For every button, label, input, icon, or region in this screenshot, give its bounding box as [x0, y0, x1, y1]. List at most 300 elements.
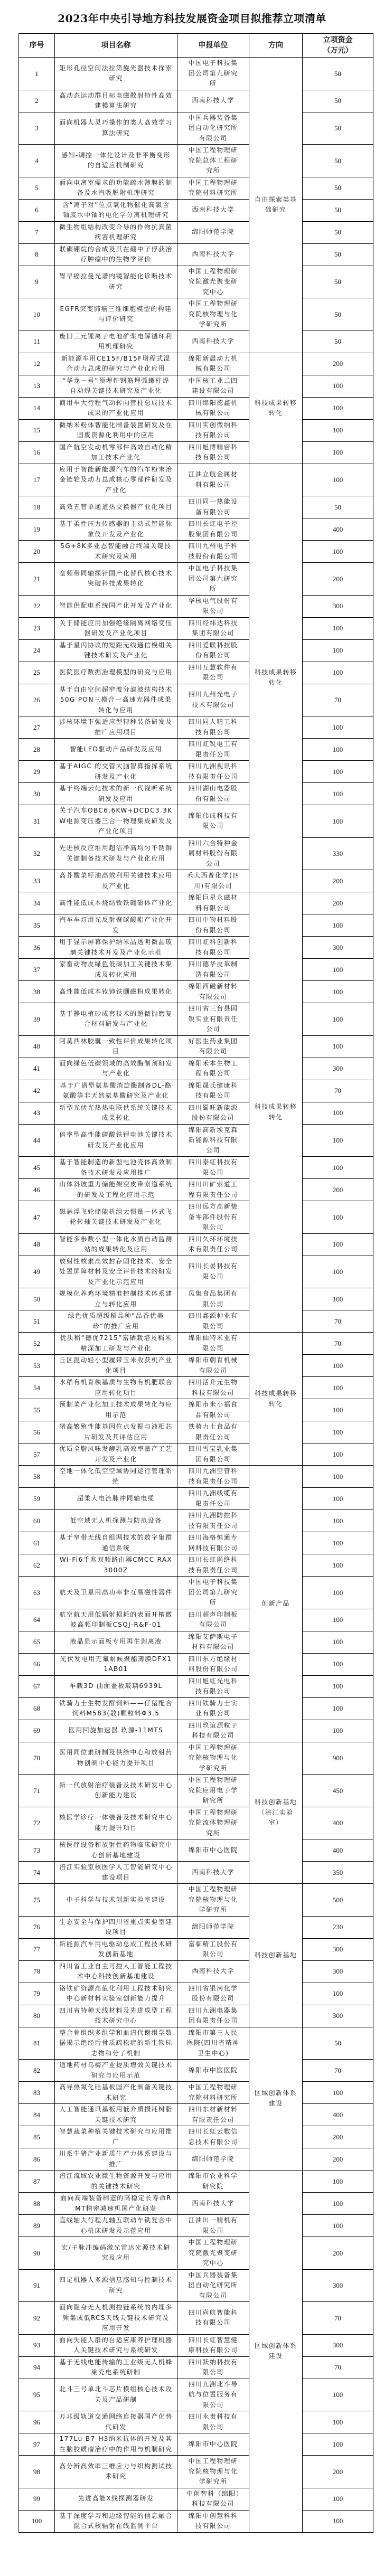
project-name: 空地一体化低空空域协同运行管理系统	[55, 1466, 177, 1488]
table-row	[19, 1983, 373, 2005]
project-name: 智慧蔬菜种植关键技术研究与应用推广	[55, 2126, 177, 2148]
funding-amount: 50	[303, 221, 373, 243]
project-name: 万兆级轨道交通网络连接器国产化替代研发	[55, 2411, 177, 2433]
project-name: 优质全脂风味发酵乳高效率量产工艺开发及产业化	[55, 1443, 177, 1466]
project-name: 绿色优质超级稻品种“品香优美珍”的推广应用	[55, 1310, 177, 1333]
applicant-unit: 绵阳市米小福食品有限公司	[177, 1399, 249, 1421]
project-name: 智能LED驱动产品研发及应用	[55, 739, 177, 761]
row-seq: 31	[19, 805, 55, 838]
table-row	[19, 1355, 373, 1377]
row-seq: 26	[19, 684, 55, 716]
row-seq: 5	[19, 177, 55, 199]
funding-amount: 100	[303, 441, 373, 464]
funding-amount: 100	[303, 1201, 373, 1234]
project-name: 核医学诊疗一体装备及技术研究中心能力提升项目	[55, 1807, 177, 1839]
applicant-unit: 中国工程物理研究院材料研究所	[177, 2082, 249, 2104]
row-seq: 68	[19, 1697, 55, 1720]
table-row	[19, 1003, 373, 1036]
project-name: 智能多参数小型一体化水质自动监测站的成果转化及应用	[55, 1233, 177, 1256]
applicant-unit: 四川九洲防控科技有限责任公司	[177, 1510, 249, 1532]
funding-amount: 100	[303, 1377, 373, 1399]
project-name: 航空航天用低辐射损耗的表面开槽微波高频印制板CSQJ-R&F-01	[55, 1609, 177, 1631]
project-name: 关于储能应用加强绝缘隔离网络变压器研发及产业化项目	[55, 617, 177, 639]
row-seq: 47	[19, 1201, 55, 1234]
project-name: 高芥酸菜籽油高效利用关键技术应用及产业化	[55, 870, 177, 892]
row-seq: 42	[19, 1080, 55, 1102]
applicant-unit: 四川省三台县固锐实业有限责任公司	[177, 1003, 249, 1036]
table-row	[19, 2104, 373, 2126]
applicant-unit: 中国工程物理研究院核物理与化学研究所	[177, 298, 249, 331]
funding-amount: 100	[303, 1124, 373, 1157]
table-row	[19, 1233, 373, 1256]
table-row	[19, 518, 373, 541]
project-name: 矩形孔径空间法拉第旋光器技术探索研究	[55, 58, 177, 90]
funding-amount: 100	[303, 1488, 373, 1510]
table-row	[19, 2510, 373, 2532]
row-seq: 73	[19, 1839, 55, 1862]
funding-amount: 50	[303, 266, 373, 298]
funding-amount: 100	[303, 1577, 373, 1609]
applicant-unit: 中国工程物理研究院流体物理研究所	[177, 1807, 249, 1839]
project-name: 核医疗设备和放射性药物临床研究中心创新基地建设	[55, 1839, 177, 1862]
row-seq: 35	[19, 914, 55, 937]
row-seq: 77	[19, 1938, 55, 1960]
project-name: 宽频带同轴探针国产化替代核心技术突破科技成果转化	[55, 563, 177, 596]
project-name: 高动态运动群目标电磁散射特性高效建模算法研究	[55, 90, 177, 112]
row-seq: 81	[19, 2027, 55, 2060]
funding-amount: 100	[303, 639, 373, 662]
project-name: 山体斜坡重力储能架空皮带索道系统的研发及工程化应用示范	[55, 1179, 177, 1201]
project-name: 北斗三号单北斗芯片模组核心技术攻关及产品研制	[55, 2379, 177, 2411]
row-seq: 52	[19, 1333, 55, 1355]
header-unit: 申报单位	[177, 34, 249, 58]
applicant-unit: 绵阳晟氏健康科技有限公司	[177, 1080, 249, 1102]
applicant-unit: 中国工程物理研究院材料研究所	[177, 177, 249, 199]
table-row	[19, 1742, 373, 1775]
row-seq: 20	[19, 541, 55, 563]
project-name: 新一代放射治疗装备及技术研发中心创新能力建设	[55, 1775, 177, 1807]
applicant-unit: 四川九洲空管科技有限责任公司	[177, 1466, 249, 1488]
applicant-unit: 四川长晏科技有限公司	[177, 1256, 249, 1288]
funding-amount: 200	[303, 563, 373, 596]
row-seq: 16	[19, 441, 55, 464]
applicant-unit: 绵阳西磁新材料有限公司	[177, 981, 249, 1003]
row-seq: 76	[19, 1916, 55, 1938]
funding-amount: 70	[303, 1310, 373, 1333]
funding-amount: 100	[303, 375, 373, 397]
applicant-unit: 四川鑫源种业有限公司	[177, 1310, 249, 1333]
project-name: 面向高端装备制造的高稳定长寿命RMT精密减速机国产化研发	[55, 2193, 177, 2215]
funding-amount: 100	[303, 1256, 373, 1288]
project-name: 航天及卫星用高功率非互易磁性器件	[55, 1577, 177, 1609]
table-row	[19, 1058, 373, 1080]
table-row	[19, 2215, 373, 2237]
row-seq: 15	[19, 419, 55, 441]
table-row	[19, 441, 373, 464]
funding-amount: 100	[303, 959, 373, 981]
direction-cell: 创新产品	[249, 1466, 303, 1742]
table-row	[19, 2005, 373, 2027]
project-name: 川系生猪产业新质生产力体系建设与推广	[55, 2148, 177, 2171]
table-row	[19, 1201, 373, 1234]
funding-amount: 70	[303, 2302, 373, 2335]
applicant-unit: 四川玖谊源粒子科技有限公司	[177, 1720, 249, 1742]
row-seq: 34	[19, 892, 55, 914]
applicant-unit: 四川绵阳德鑫机械有限公司	[177, 397, 249, 419]
table-row	[19, 464, 373, 496]
direction-cell: 自由探索类基础研究	[249, 58, 303, 353]
table-row	[19, 892, 373, 914]
row-seq: 84	[19, 2104, 55, 2126]
applicant-unit: 四川川矿索道工程有限责任公司	[177, 1179, 249, 1201]
row-seq: 39	[19, 1003, 55, 1036]
header-seq: 序号	[19, 34, 55, 58]
project-name: 汽车车灯用光反射聚碳酸酯产业化开发	[55, 914, 177, 937]
table-row	[19, 266, 373, 298]
row-seq: 40	[19, 1035, 55, 1058]
project-name: 家畜动物皮绿色低碳加工关键技术集成及转化应用	[55, 959, 177, 981]
funding-amount: 70	[303, 1333, 373, 1355]
project-name: 基于窄带无线自组网技术的数字集群通信系统	[55, 1532, 177, 1554]
applicant-unit: 绵阳艾萨斯电子材料有限公司	[177, 1631, 249, 1653]
table-row	[19, 563, 373, 596]
funding-amount: 100	[303, 1697, 373, 1720]
funding-amount: 300	[303, 2005, 373, 2027]
table-row	[19, 805, 373, 838]
header-fund-line1: 立项资金	[323, 36, 353, 44]
applicant-unit: 四川经纬达科技集团有限公司	[177, 617, 249, 639]
project-name: 用于显示屏幕保护纳米晶透明微晶玻璃关键技术开发及产业化示范	[55, 937, 177, 959]
applicant-unit: 中创智科（绵阳）科技有限公司	[177, 2488, 249, 2510]
table-row	[19, 2334, 373, 2356]
applicant-unit: 四川长虹网络科技有限责任公司	[177, 1554, 249, 1577]
applicant-unit: 四川活升元生物科技有限公司	[177, 1377, 249, 1399]
table-row	[19, 1377, 373, 1399]
row-seq: 57	[19, 1443, 55, 1466]
applicant-unit: 四川省银河化学股份有限公司	[177, 1983, 249, 2005]
funding-amount: 100	[303, 617, 373, 639]
applicant-unit: 四川九洲视讯科技有限责任公司	[177, 761, 249, 783]
project-name: 新能源车用CE15F/B15F增程式混合动力总成的研究与产业化应用	[55, 353, 177, 375]
applicant-unit: 四川超声印制板有限公司	[177, 1609, 249, 1631]
applicant-unit: 铁骑力士食品有限责任公司	[177, 1421, 249, 1443]
funding-amount: 200	[303, 892, 373, 914]
project-name: 高性能低成本烧结钕铁硼磁体产业化	[55, 892, 177, 914]
table-row	[19, 1256, 373, 1288]
table-row	[19, 1532, 373, 1554]
applicant-unit: 四川同人精工科技有限公司	[177, 716, 249, 739]
row-seq: 93	[19, 2334, 55, 2356]
project-name: 四川省工业自主可控人工智能工程技术中心科技创新基地建设	[55, 1960, 177, 1983]
funding-amount: 100	[303, 783, 373, 805]
applicant-unit: 华核电气股份有限公司	[177, 595, 249, 617]
funding-amount: 300	[303, 1960, 373, 1983]
funding-amount: 100	[303, 1609, 373, 1631]
applicant-unit: 四川虹科创新科技有限公司	[177, 937, 249, 959]
funding-amount: 100	[303, 1720, 373, 1742]
table-row	[19, 981, 373, 1003]
row-seq: 12	[19, 353, 55, 375]
row-seq: 74	[19, 1862, 55, 1884]
row-seq: 96	[19, 2411, 55, 2433]
project-name: “华龙一号”预埋件钢筋埋弧螺柱焊自动焊关键技术研究及产业化	[55, 375, 177, 397]
row-seq: 38	[19, 981, 55, 1003]
applicant-unit: 西南科技大学	[177, 1862, 249, 1884]
table-row	[19, 1157, 373, 1179]
funding-amount: 100	[303, 761, 373, 783]
table-header-row	[19, 34, 373, 58]
table-row	[19, 2379, 373, 2411]
row-seq: 61	[19, 1532, 55, 1554]
applicant-unit: 四川六合特种金属材料股份有限公司	[177, 837, 249, 870]
applicant-unit: 中国核工业二四建设有限公司	[177, 375, 249, 397]
table-row	[19, 221, 373, 243]
direction-cell: 科技成果转移转化	[249, 464, 303, 892]
project-name: 商用车大行程气动转向管柱总成技术成果的产业化应用	[55, 397, 177, 419]
funding-amount: 450	[303, 1775, 373, 1807]
applicant-unit: 中国工程物理研究院激光聚变研究中心	[177, 266, 249, 298]
row-seq: 30	[19, 783, 55, 805]
project-name: 整合骨组织多组学和血清代谢组学数据揭示绝经后骨质疏松症的新生物标志物和分子机制	[55, 2027, 177, 2060]
table-row	[19, 1807, 373, 1839]
funding-amount: 50	[303, 243, 373, 266]
applicant-unit: 中国电子科技集团公司第九研究所	[177, 563, 249, 596]
row-seq: 60	[19, 1510, 55, 1532]
row-seq: 62	[19, 1554, 55, 1577]
project-name: 关于汽车OBC6.6KW+DCDC3.3KW电源变压器三合一物理集成研发及产业化项目	[55, 805, 177, 838]
table-row	[19, 1862, 373, 1884]
project-name: 猪高繁殖性能基因位点发掘与液相芯片研发及其评估应用	[55, 1421, 177, 1443]
table-row	[19, 2027, 373, 2060]
row-seq: 85	[19, 2126, 55, 2148]
table-row	[19, 1631, 373, 1653]
applicant-unit: 四川东方绝缘材料股份有限公司	[177, 1653, 249, 1675]
row-seq: 88	[19, 2193, 55, 2215]
project-name: 感知-调控一体化设计及非平衡变形的自适应机制研究	[55, 145, 177, 177]
project-name: 铁骑力士生物发酵饲料——仔猪配合饲料M583(散)颗粒料Φ3.5	[55, 1697, 177, 1720]
direction-cell: 科技成果转移转化	[249, 892, 303, 1333]
project-name: 177Lu-B7-H3纳米抗体的开发及其在脑胶质瘤治疗中的作用与机制研究	[55, 2433, 177, 2456]
applicant-unit: 绵阳新晨动力机械有限公司	[177, 353, 249, 375]
funding-amount: 900	[303, 1742, 373, 1775]
funding-amount: 100	[303, 2379, 373, 2411]
project-name: 基于深度学习和边缘智能的信息融合混合式核辐射在线监测平台	[55, 2510, 177, 2532]
funding-amount: 200	[303, 2237, 373, 2270]
table-row	[19, 783, 373, 805]
row-seq: 29	[19, 761, 55, 783]
row-seq: 24	[19, 639, 55, 662]
table-row	[19, 145, 373, 177]
funding-amount: 300	[303, 595, 373, 617]
funding-amount: 200	[303, 1179, 373, 1201]
row-seq: 90	[19, 2237, 55, 2270]
row-seq: 27	[19, 716, 55, 739]
project-name: 微生物组结构改变介导的作物抗真菌病害机理研究	[55, 221, 177, 243]
funding-amount: 100	[303, 1532, 373, 1554]
funding-amount: 50	[303, 177, 373, 199]
project-table	[18, 33, 373, 2533]
funding-amount: 100	[303, 1399, 373, 1421]
row-seq: 92	[19, 2302, 55, 2335]
funding-amount: 200	[303, 870, 373, 892]
row-seq: 43	[19, 1102, 55, 1124]
applicant-unit: 四川湖山电器股份有限公司	[177, 783, 249, 805]
project-name: 放射性核素高效封存固化技术、安全处置屏障材料及安全评价技术的研发及产业化示范应用	[55, 1256, 177, 1288]
applicant-unit: 禾大西普化学(四川)有限公司	[177, 870, 249, 892]
funding-amount: 50	[303, 331, 373, 353]
table-body	[19, 58, 373, 2533]
funding-amount: 100	[303, 2411, 373, 2433]
project-name: 丘区混动轻小型履带玉米收获机产业化项目	[55, 1355, 177, 1377]
applicant-unit: 四川永贵科技有限公司	[177, 2411, 249, 2433]
row-seq: 2	[19, 90, 55, 112]
funding-amount: 100	[303, 1288, 373, 1310]
project-name: 5G+8K多业态智能融合终端关键技术研究及应用	[55, 541, 177, 563]
funding-amount: 70	[303, 684, 373, 716]
funding-amount: 100	[303, 1233, 373, 1256]
table-row	[19, 1466, 373, 1488]
project-name: 基于AIGC 的交管大脑智算指挥系统研发及产业化	[55, 761, 177, 783]
project-name: 基于智能制造的新型电池壳体高效制备技术研发及应用推广	[55, 1157, 177, 1179]
row-seq: 9	[19, 266, 55, 298]
project-name: 优质稻“德优7215”富硒栽培及稻米精深加工研发与产业化	[55, 1333, 177, 1355]
applicant-unit: 四川长虹电子控股集团有限公司	[177, 518, 249, 541]
applicant-unit: 好医生药业集团有限公司	[177, 1035, 249, 1058]
table-row	[19, 595, 373, 617]
funding-amount: 100	[303, 662, 373, 684]
project-name: 水稻有机育秧基质与生物有机肥联合应用转化项目	[55, 1377, 177, 1399]
applicant-unit: 中国工程物理研究院总体工程研究所	[177, 145, 249, 177]
row-seq: 33	[19, 870, 55, 892]
applicant-unit: 四川跃纳科技有限公司	[177, 2356, 249, 2379]
row-seq: 22	[19, 595, 55, 617]
funding-amount: 50	[303, 58, 373, 90]
applicant-unit: 绵阳师范学院	[177, 221, 249, 243]
funding-amount: 100	[303, 1983, 373, 2005]
project-name: 面向失能人群的自适应康养护理机器人关键技术研究与系统研发	[55, 2334, 177, 2356]
applicant-unit: 四川中物材料股份有限公司	[177, 914, 249, 937]
table-row	[19, 1102, 373, 1124]
applicant-unit: 中国工程物理研究院激光聚变研究中心	[177, 2237, 249, 2270]
table-row	[19, 1839, 373, 1862]
applicant-unit: 西南科技大学	[177, 90, 249, 112]
table-row	[19, 1577, 373, 1609]
row-seq: 23	[19, 617, 55, 639]
table-row	[19, 1938, 373, 1960]
funding-amount: 230	[303, 1916, 373, 1938]
funding-amount: 100	[303, 1102, 373, 1124]
project-name: 倍率型高性能磷酸铁锂电池关键技术研发及产业化应用	[55, 1124, 177, 1157]
table-row	[19, 1310, 373, 1333]
applicant-unit: 西南科技大学	[177, 2193, 249, 2215]
applicant-unit: 四川互慧软件有限公司	[177, 662, 249, 684]
funding-amount: 200	[303, 2126, 373, 2148]
row-seq: 10	[19, 298, 55, 331]
project-name: 涪江实验室核医学人工智能研究中心建设项目	[55, 1862, 177, 1884]
project-name: 涉核环境下强适应型特种装备研发及推广应用项目	[55, 716, 177, 739]
funding-amount: 330	[303, 837, 373, 870]
project-name: 车载3D 曲面盖板玻璃6939L	[55, 1675, 177, 1697]
table-row	[19, 1960, 373, 1983]
table-row	[19, 496, 373, 518]
funding-amount: 100	[303, 1675, 373, 1697]
table-row	[19, 2237, 373, 2270]
table-row	[19, 684, 373, 716]
row-seq: 1	[19, 58, 55, 90]
row-seq: 59	[19, 1488, 55, 1510]
table-row	[19, 1609, 373, 1631]
funding-amount: 200	[303, 2148, 373, 2171]
table-row	[19, 1675, 373, 1697]
table-row	[19, 2171, 373, 2193]
table-row	[19, 1488, 373, 1510]
direction-cell: 科技创新基地	[249, 1884, 303, 2027]
row-seq: 67	[19, 1675, 55, 1697]
table-row	[19, 639, 373, 662]
funding-amount: 50	[303, 145, 373, 177]
project-name: 新型光伏光热热电联供系统关键技术成果转化	[55, 1102, 177, 1124]
applicant-unit: 四川远方高新装备零部件股份有限公司	[177, 1201, 249, 1234]
row-seq: 87	[19, 2171, 55, 2193]
project-name: 基于无线电能传输的工业级无人机蜂巢充电系统研制	[55, 2356, 177, 2379]
table-row	[19, 2302, 373, 2335]
funding-amount: 100	[303, 2510, 373, 2532]
funding-amount: 300	[303, 937, 373, 959]
applicant-unit: 绵阳市农业科学研究院	[177, 2171, 249, 2193]
page-title: 2023年中央引导地方科技发展资金项目拟推荐立项清单	[58, 12, 326, 25]
table-row	[19, 199, 373, 221]
applicant-unit: 四川长虹云数信息技术有限公司	[177, 2126, 249, 2148]
applicant-unit: 富临精工股份有限公司	[177, 1938, 249, 1960]
row-seq: 44	[19, 1124, 55, 1157]
row-seq: 95	[19, 2379, 55, 2411]
applicant-unit: 西南科技大学	[177, 243, 249, 266]
header-fund-line2: （万元）	[323, 46, 353, 55]
table-row	[19, 375, 373, 397]
table-row	[19, 2411, 373, 2433]
direction-cell: 科技成果转移转化	[249, 353, 303, 464]
applicant-unit: 绵阳禾本生物工程有限公司	[177, 1058, 249, 1080]
row-seq: 6	[19, 199, 55, 221]
applicant-unit: 江油立航金属材料有限公司	[177, 464, 249, 496]
applicant-unit: 凤集食品集团有限公司	[177, 1288, 249, 1310]
funding-amount: 400	[303, 2104, 373, 2126]
funding-amount: 50	[303, 496, 373, 518]
funding-amount: 100	[303, 1035, 373, 1058]
funding-amount: 70	[303, 2356, 373, 2379]
table-row	[19, 1884, 373, 1917]
funding-amount: 100	[303, 2171, 373, 2193]
applicant-unit: 四川旭博精密科技有限公司	[177, 441, 249, 464]
applicant-unit: 四川铁骑力士实业有限公司	[177, 1697, 249, 1720]
applicant-unit: 四川雪宝乳业集团有限公司	[177, 1443, 249, 1466]
project-name: 智能供配电系统国产化开发及产业化	[55, 595, 177, 617]
project-name: 基于广谱型氨基酸消旋酶制备DL-酪氨酸等非天然氨基酸研究及产业化	[55, 1080, 177, 1102]
table-row	[19, 1421, 373, 1443]
funding-amount: 300	[303, 1938, 373, 1960]
row-seq: 70	[19, 1742, 55, 1775]
applicant-unit: 四川九洲线缆有限责任公司	[177, 1488, 249, 1510]
row-seq: 8	[19, 243, 55, 266]
project-name: 应用于智能新能源汽车的汽车粉末冶金链轮及动力总成核心零部件研发及产业化	[55, 464, 177, 496]
project-name: 先进核反应堆用超洁净高均匀不锈钢关键制备技术研发与产业化应用	[55, 837, 177, 870]
funding-amount: 400	[303, 1839, 373, 1862]
applicant-unit: 四川海格恒通专网科技有限公司	[177, 1532, 249, 1554]
funding-amount: 100	[303, 1554, 373, 1577]
applicant-unit: 四川九洲电器集团有限责任公司	[177, 2005, 249, 2027]
table-row	[19, 2148, 373, 2171]
table-row	[19, 870, 373, 892]
